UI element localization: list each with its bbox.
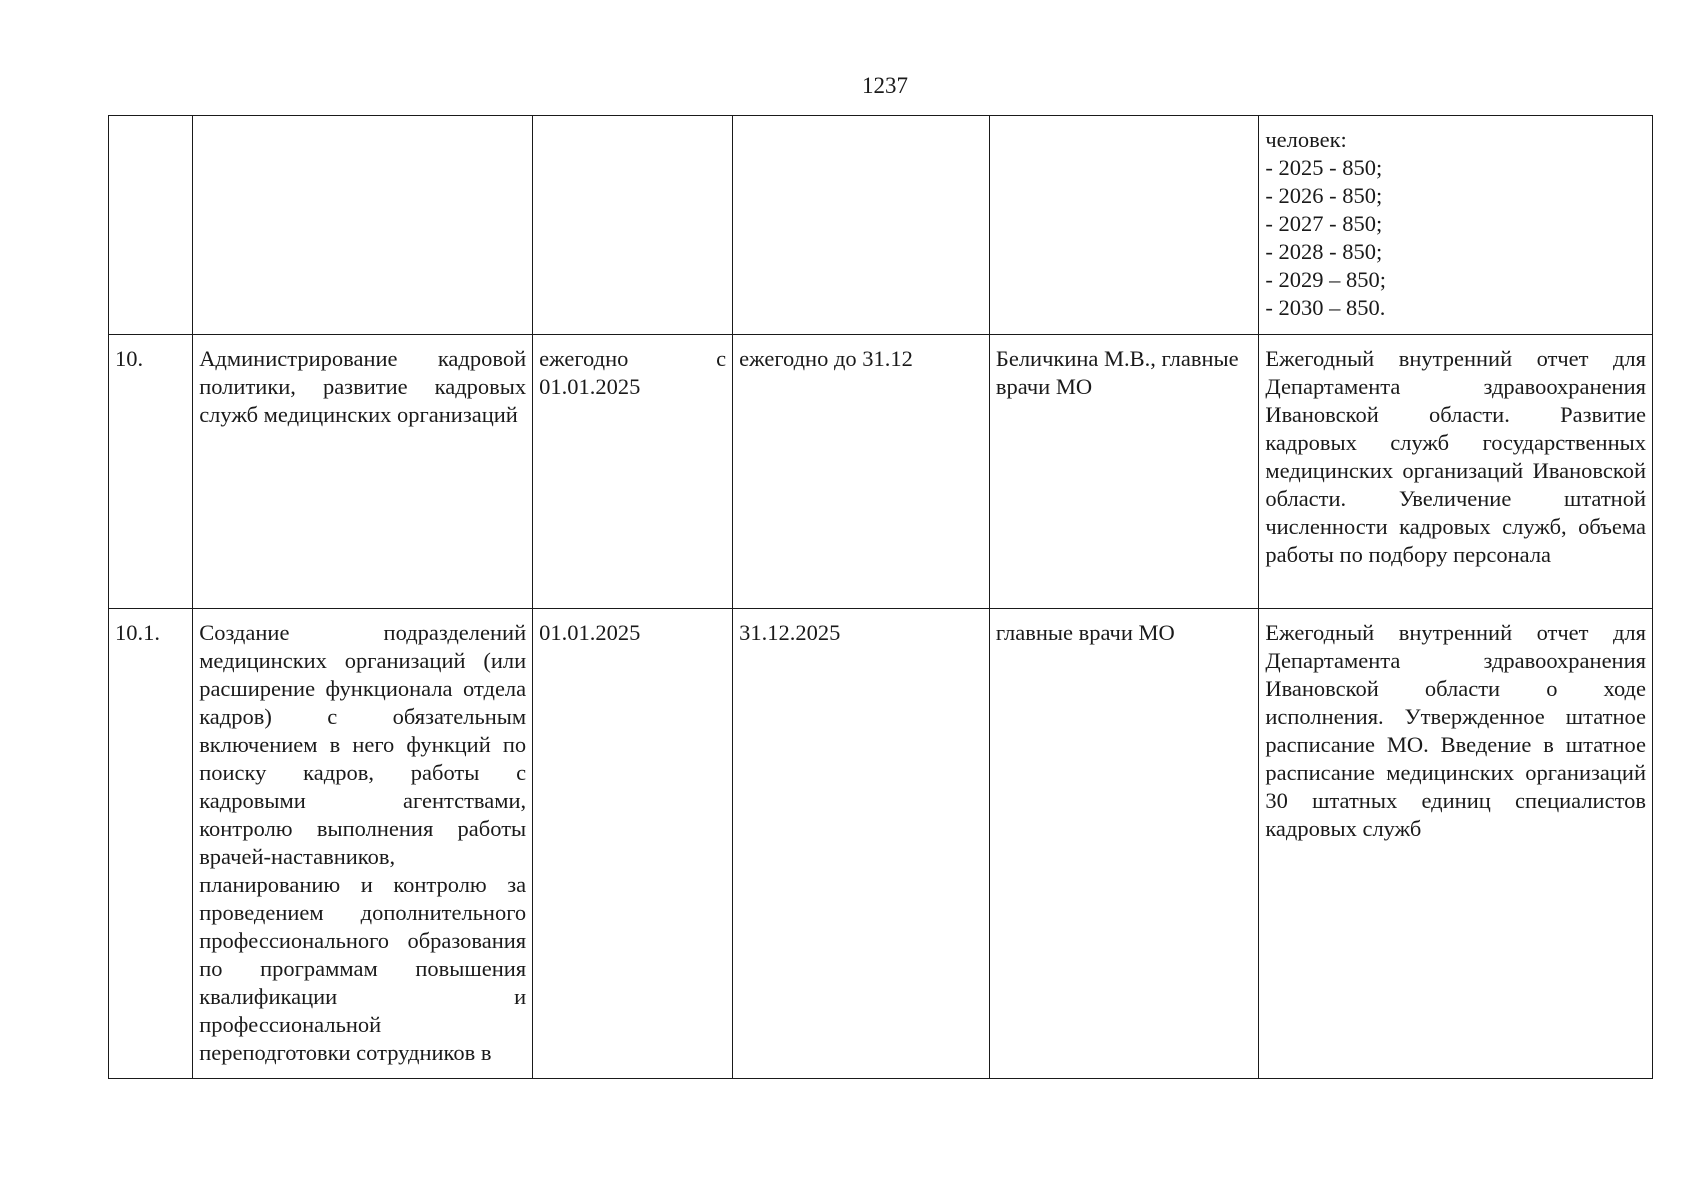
plan-table xyxy=(108,115,1653,1079)
start-date-cell xyxy=(533,116,733,335)
table-row xyxy=(109,609,1653,1079)
table-row xyxy=(109,116,1653,335)
table-row xyxy=(109,335,1653,609)
responsible-cell: главные врачи МО xyxy=(989,609,1258,1079)
responsible-cell xyxy=(989,116,1258,335)
result-line: - 2026 - 850; xyxy=(1265,183,1383,208)
result-line: - 2029 – 850; xyxy=(1265,267,1386,292)
result-line: - 2025 - 850; xyxy=(1265,155,1383,180)
result-line: - 2028 - 850; xyxy=(1265,239,1383,264)
start-date-cell: 01.01.2025 xyxy=(533,609,733,1079)
result-cell: Ежегодный внутренний отчет для Департамента здравоохранения Ивановской области. Развитие кадровых служб государственных медицинских организаций Ивановской области. Увеличение штатной численности кадровых служб, объема работы по подбору персонала xyxy=(1259,335,1653,609)
responsible-cell: Беличкина М.В., главные врачи МО xyxy=(989,335,1258,609)
activity-cell: Администрирование кадровой политики, развитие кадровых служб медицинских организаций xyxy=(193,335,533,609)
start-date-cell: ежегодно с 01.01.2025 xyxy=(533,335,733,609)
end-date-cell: ежегодно до 31.12 xyxy=(733,335,990,609)
result-line: - 2027 - 850; xyxy=(1265,211,1383,236)
row-number-cell: 10. xyxy=(109,335,193,609)
result-cell xyxy=(1259,116,1653,335)
row-number-cell xyxy=(109,116,193,335)
result-cell: Ежегодный внутренний отчет для Департамента здравоохранения Ивановской области о ходе исполнения. Утвержденное штатное расписание МО. Введение в штатное расписание медицинских организаций 30 штатных единиц специалистов кадровых служб xyxy=(1259,609,1653,1079)
page-number: 1237 xyxy=(862,73,908,98)
end-date-cell: 31.12.2025 xyxy=(733,609,990,1079)
end-date-cell xyxy=(733,116,990,335)
result-line: человек: xyxy=(1265,127,1347,152)
result-line: - 2030 – 850. xyxy=(1265,295,1386,320)
activity-cell xyxy=(193,116,533,335)
activity-cell: Создание подразделений медицинских организаций (или расширение функционала отдела кадров) с обязательным включением в него функций по поиску кадров, работы с кадровыми агентствами, контролю выполнения работы врачей-наставников, планированию и контролю за проведением дополнительного профессионального образования по программам повышения квалификации и профессиональной переподготовки сотрудников в xyxy=(193,609,533,1079)
row-number-cell: 10.1. xyxy=(109,609,193,1079)
